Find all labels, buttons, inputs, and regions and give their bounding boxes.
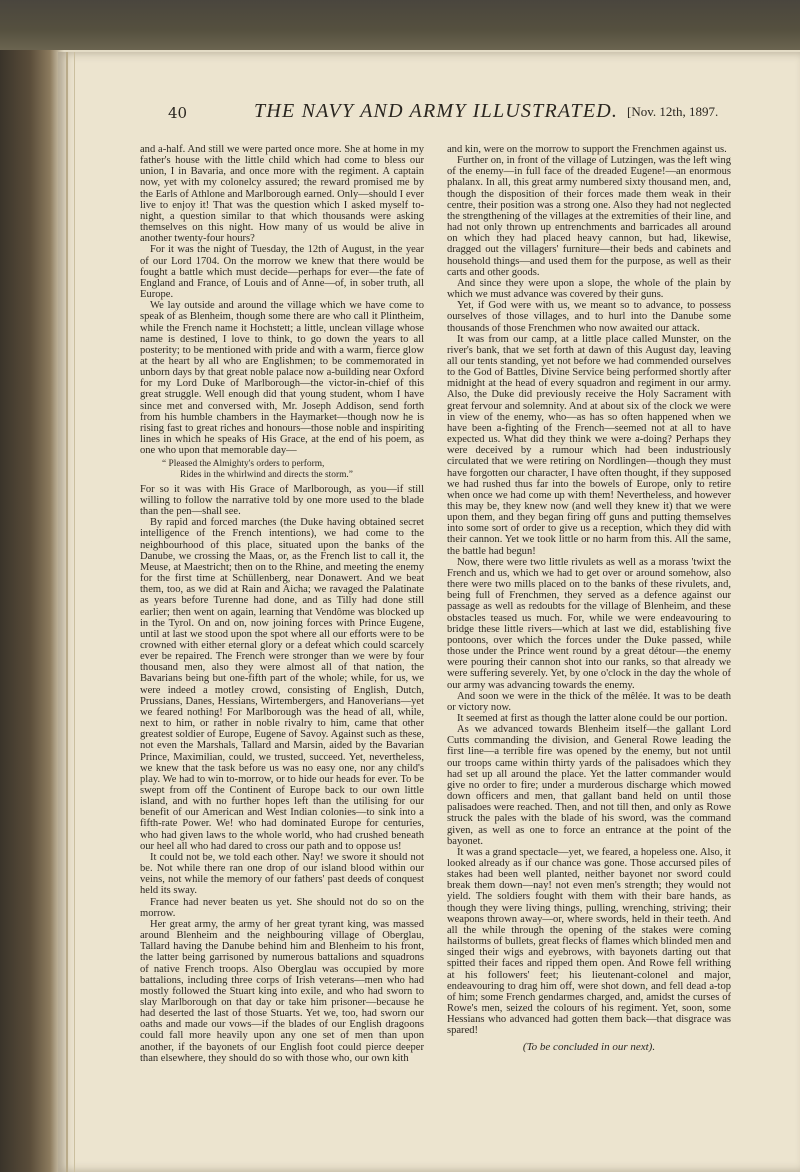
poem-line: “ Pleased the Almighty's orders to perform,: [162, 459, 325, 470]
paragraph: And since they were upon a slope, the whole of the plain by which we must advance was covered by their guns.: [447, 277, 731, 301]
paragraph: We lay outside and around the village which we have come to speak of as Blenheim, though some there are who call it Plintheim, while the French name it Hochstett; a little, unclean village whose name is destined, I love to think, to go down the years to all posterity; to be mentioned with pride and with a warm, fierce glow at the heart by all who are Englishmen; to be commemorated in unborn days by that great noble palace now a-building near Oxford for my Lord Duke of Marlborough—the victor-in-chief of this great struggle. Well enough did that young student, whom I have since met and conversed with, Mr. Joseph Addison, send forth from his humble chambers in the Haymarket—though now he is rising fast to great riches and honours—those noble and inspiriting lines in which he speaks of His Grace, at the end of his poem, as one who upon that memorable day—: [140, 300, 424, 457]
left-column: [140, 144, 424, 1064]
page-number: 40: [168, 104, 188, 122]
paragraph: Now, there were two little rivulets as well as a morass 'twixt the French and us, which we had to get over or around somehow, also there were two mills placed on to the banks of these rivulets, and, being full of Frenchmen, they served as a defence against our passage as well as redoubts for the village of Blenheim, and these obstacles teased us much. For, while we were endeavouring to bridge these little rivers—which at last we did, establishing five pontoons, over which the forces under the Duke passed, while those under the Prince went round by a great détour—the enemy were pouring their cannon shot into our ranks, so that already we were suffering severely. Yet, by one o'clock in the day the whole of our army was advancing towards the enemy.: [447, 556, 731, 691]
page-gutter-line: [66, 52, 68, 1172]
paragraph: Further on, in front of the village of Lutzingen, was the left wing of the enemy—in full face of the dreaded Eugene!—an enormous phalanx. In all, this great army numbered sixty thousand men, and, though the disposition of their forces made them weak in their centre, their position was a strong one. Also they had not neglected the strengthening of the villages at the extremities of their line, and had not only thrown up entrenchments and barricades all around on which they had placed heavy cannon, but had, likewise, dragged out the villagers' furniture—their beds and cabinets and household things—and used them for the purpose, as well as their carts and other goods.: [447, 155, 731, 278]
poem-quote: [162, 459, 424, 479]
paragraph: For it was the night of Tuesday, the 12th of August, in the year of our Lord 1704. On the morrow we knew that there would be fought a battle which must decide—perhaps for ever—the fate of England and France, of Louis and of Anne—of, in sober truth, all Europe.: [140, 244, 424, 301]
issue-date: [Nov. 12th, 1897.: [627, 104, 719, 119]
paragraph: It could not be, we told each other. Nay! we swore it should not be. Not while there ran one drop of our island blood within our veins, not while the memory of our fathers' past deeds of conquest held its sway.: [140, 851, 424, 897]
right-column: [447, 144, 731, 1053]
paragraph: and a-half. And still we were parted once more. She at home in my father's house with the little child which had come to bless our union, I in Bavaria, and once more with the regiment. A captain now, yet with my colonelcy assured; the reward promised me by the Earls of Athlone and Marlborough earned. Only—should I ever live to enjoy it! That was the question which I asked myself to-night, a question similar to that which thousands were asking themselves on this night. How many of us would be alive in another twenty-four hours?: [140, 144, 424, 245]
paragraph: It was a grand spectacle—yet, we feared, a hopeless one. Also, it looked already as if our chance was gone. Those accursed piles of stakes had been well planted, neither bayonet nor sword could break them down—nay! not even men's strength; they would not yield. The soldiers fought with them with their bare hands, as though they were living things, pulling, wrenching, striving; their weapons thrown away—or, where swords, held in their teeth. And all the while through the opening of the stakes were coming hailstorms of bullets, great flecks of flames which blinded men and singed their wigs and eyebrows, with bayonets darting out that spitted their faces and ripped them open. And Rowe fell writhing at his followers' feet; his lieutenant-colonel and major, endeavouring to drag him off, were shot down, and fell dead a-top of him; some French gendarmes charged, and, amidst the curses of Rowe's men, seized the colours of his regiment. Yet, soon, some Hessians who advanced had gotten them back—that disgrace was spared!: [447, 846, 731, 1037]
paragraph: And soon we were in the thick of the mêlée. It was to be death or victory now.: [447, 690, 731, 713]
paragraph: By rapid and forced marches (the Duke having obtained secret intelligence of the French intentions), we had come to the neighbourhood of this place, situated upon the banks of the Danube, we crossing the Maas, or, as the French list to call it, the Meuse, at Maestricht; then on to the Rhine, and meeting the enemy for the first time at Schüllenberg, near Donawert. And we beat them, too, as we did at Rain and Aicha; we ravaged the Palatinate as years before Turenne had done, and as Tilly had done still earlier; then went on again, learning that Vendôme was blocked up in the Tyrol. On and on, now joining forces with Prince Eugene, until at last we stood upon the spot where all our efforts were to be crowned with either eternal glory or a defeat which could scarcely ever be repaired. The French were stronger than we were by four thousand men, also they were almost all of that nation, the Bavarians being but one-fifth part of the whole; while, for us, we were indeed a motley crowd, consisting of English, Dutch, Prussians, Danes, Hessians, Wirtembergers, and Hanoverians—yet we feared nothing! For Marlborough was the head of all, while, next to him, or rather in noble rivalry to him, came that other greatest soldier of Europe, Eugene of Savoy. Against such as these, not even the Marshals, Tallard and Marsin, aided by the Bavarian Prince, Maximilian, could, we trusted, succeed. Yet, nevertheless, we knew that the task before us was no easy one, nor any child's play. We had to win to-morrow, or to hide our heads for ever. To be swept from off the Continent of Europe back to our own little island, and with no further hopes left than the utilising for our benefit of our American and West Indian colonies—to sink into a fifth-rate Power. We! who had dominated Europe for centuries, who had given laws to the whole world, who had crushed beneath our heel all who had dared to cross our path and to oppose us!: [140, 517, 424, 852]
paragraph: It was from our camp, at a little place called Munster, on the river's bank, that we set forth at dawn of this August day, leaving all our tents standing, yet not before we had commended ourselves to the God of Battles, Divine Service being performed shortly after midnight at the head of every squadron and regiment in our army. Also, the Duke did previously receive the Holy Sacrament with great fervour and solemnity. And at about six of the clock we were in view of the enemy, who—as has so often happened when we have been a-fighting of the French—seemed not at all to have expected us. What did they think we were a-doing? Perhaps they were deceived by a rumour which had been industriously circulated that we were retiring on Nordlingen—though they must have forgotten our character, I have often thought, if they supposed we had rushed thus far into the bowels of Europe, only to retire when once we had come up with them! Nevertheless, and however this may be, they knew now (and well they knew it) that we were upon them, and they began firing off guns and putting themselves into some sort of order to give us a reception, which they did with their cannon. Yet we took little or no harm from this. All the same, the battle had begun!: [447, 333, 731, 557]
paragraph: France had never beaten us yet. She should not do so on the morrow.: [140, 896, 424, 919]
running-title: THE NAVY AND ARMY ILLUSTRATED.: [254, 100, 619, 122]
paragraph: For so it was with His Grace of Marlborough, as you—if still willing to follow the narrative told by one more used to the blade than the pen—shall see.: [140, 483, 424, 518]
paragraph: As we advanced towards Blenheim itself—the gallant Lord Cutts commanding the division, and General Rowe leading the first line—a terrible fire was opened by the enemy, but not until our troops came within thirty yards of the palisadoes which they had set up all around the place. Yet the latter commander would give no order to fire; under a murderous discharge which mowed down officers and men, that gallant band held on until those palisadoes were reached. Then, and not till then, and only as Rowe struck the pales with the blade of his sword, was the command given, as well as one to force an entrance at the point of the bayonet.: [447, 724, 731, 847]
paragraph: It seemed at first as though the latter alone could be our portion.: [457, 712, 728, 724]
paragraph: Her great army, the army of her great tyrant king, was massed around Blenheim and the neighbouring village of Oberglau, Tallard having the Danube behind him and Blenheim to his front, the latter being garrisoned by numerous battalions and squadrons of native French troops. Also Oberglau was occupied by more battalions, including three corps of Irish veterans—men who had mostly followed the Stuart king into exile, and who had sworn to slay Marlborough on that day or take him prisoner—because he had deserted the last of those Stuarts. Yet we, too, had sworn our oaths and made our vows—if the blades of our English dragoons could fall more heavily upon any one set of men than upon another, if the bayonets of our English foot could pierce deeper than elsewhere, they should do so with those who, our own kith: [140, 918, 424, 1064]
scan-top-edge: [0, 0, 800, 50]
poem-line: Rides in the whirlwind and directs the storm.”: [180, 469, 353, 480]
paragraph: Yet, if God were with us, we meant so to advance, to possess ourselves of those villages, and to hurl into the Danube some thousands of those Frenchmen who now awaited our attack.: [447, 300, 731, 334]
paragraph: and kin, were on the morrow to support the Frenchmen against us.: [447, 144, 727, 155]
page-gutter-line-inner: [74, 52, 75, 1172]
continuation-note: (To be concluded in our next).: [522, 1040, 656, 1053]
